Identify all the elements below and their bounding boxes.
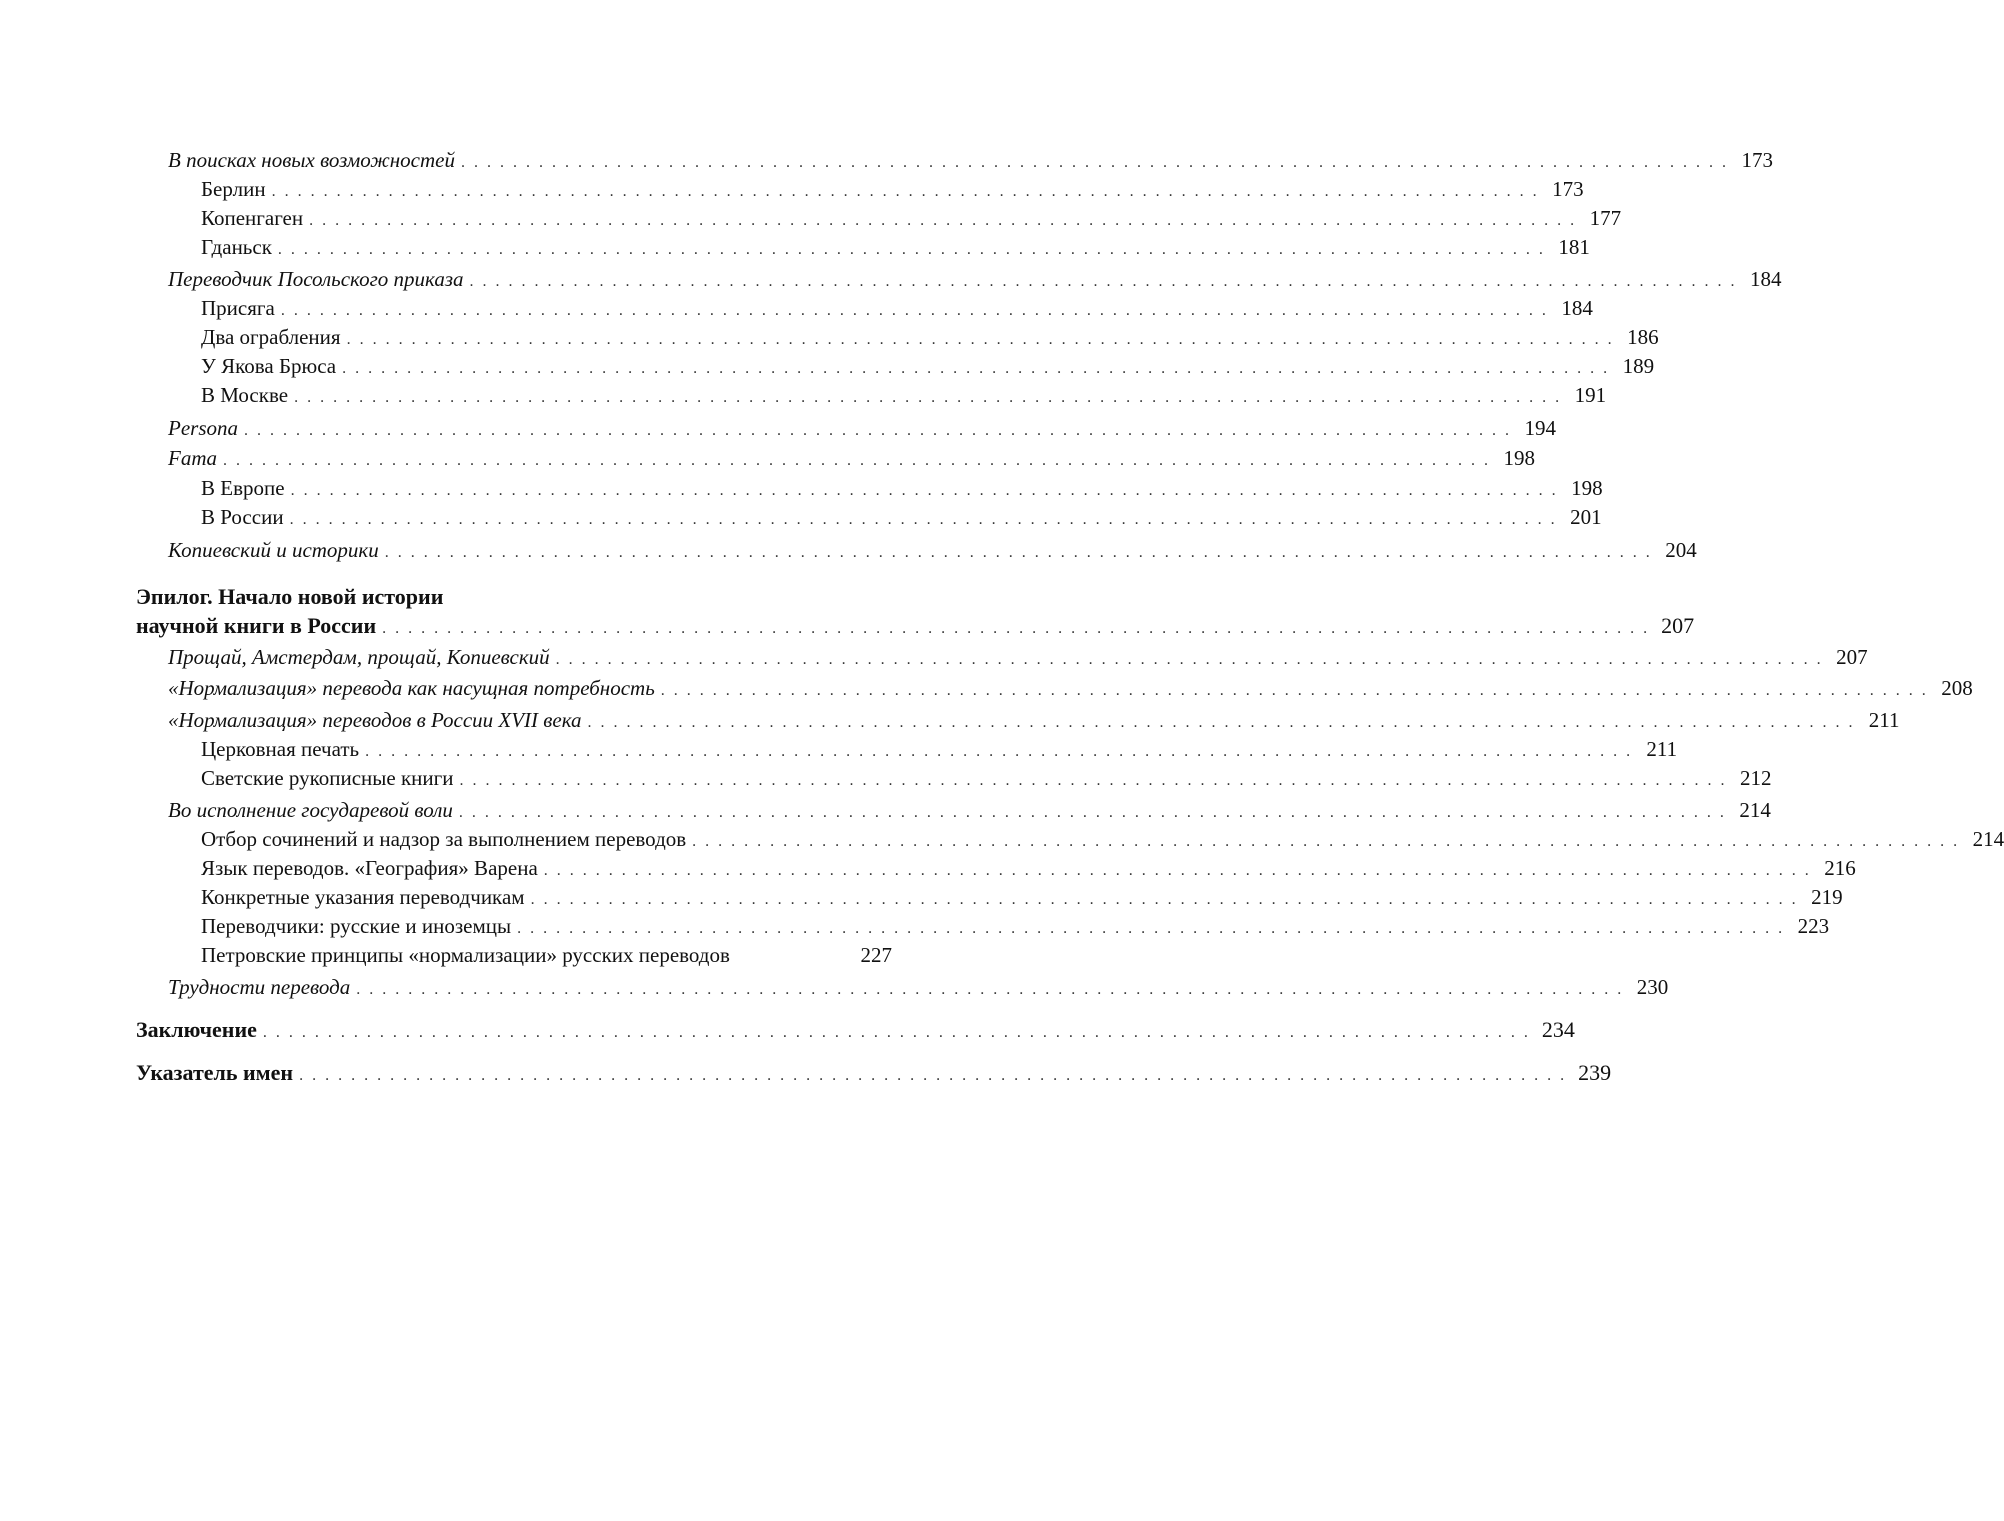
toc-page-number: 230 bbox=[1636, 975, 1669, 999]
toc-page-number: 219 bbox=[1811, 885, 1843, 909]
toc-entry-label: Persona bbox=[168, 416, 238, 440]
toc-entry[interactable] bbox=[201, 914, 1830, 941]
toc-page-number: 207 bbox=[1836, 645, 1868, 669]
toc-entry[interactable] bbox=[201, 235, 1590, 262]
toc-page-number: 184 bbox=[1561, 296, 1593, 320]
dot-leader: .................................................................................................. bbox=[299, 1067, 1574, 1084]
toc-entry-label: Копенгаген bbox=[201, 206, 304, 230]
dot-leader: .................................................................................................. bbox=[469, 273, 1744, 290]
toc-page-number: 208 bbox=[1941, 676, 1973, 700]
dot-leader: .................................................................................................. bbox=[692, 833, 1967, 850]
dot-leader: .................................................................................................. bbox=[587, 714, 1862, 731]
dot-leader: .................................................................................................. bbox=[262, 1024, 1537, 1041]
toc-entry-label: В Москве bbox=[201, 383, 289, 407]
toc-page-number: 189 bbox=[1622, 354, 1655, 378]
toc-chapter-entry[interactable] bbox=[136, 1060, 1612, 1088]
toc-page-number: 186 bbox=[1627, 325, 1659, 349]
toc-entry-label: Трудности перевода bbox=[168, 975, 351, 999]
toc-entry-label: Переводчик Посольского приказа bbox=[168, 267, 464, 291]
toc-entry[interactable] bbox=[168, 267, 1782, 294]
toc-page-number: 201 bbox=[1570, 505, 1602, 529]
dot-leader: .................................................................................................. bbox=[384, 544, 1659, 561]
toc-entry[interactable] bbox=[201, 296, 1593, 323]
toc-entry-label: Указатель имен bbox=[136, 1060, 294, 1085]
toc-entry-label: Во исполнение государевой воли bbox=[168, 798, 453, 822]
toc-chapter-entry[interactable] bbox=[136, 613, 1695, 641]
dot-leader: .................................................................................................. bbox=[543, 862, 1818, 879]
dot-leader: .................................................................................................. bbox=[365, 743, 1640, 760]
toc-page-number: 212 bbox=[1740, 766, 1772, 790]
toc-entry-label: Заключение bbox=[136, 1017, 257, 1042]
toc-entry-label: Язык переводов. «География» Варена bbox=[201, 856, 538, 880]
toc-page-number: 214 bbox=[1972, 827, 2004, 851]
toc-entry-label: В России bbox=[201, 505, 284, 529]
dot-leader: .................................................................................................. bbox=[289, 511, 1564, 528]
dot-leader: .................................................................................................. bbox=[294, 389, 1569, 406]
toc-page-number: 198 bbox=[1571, 476, 1603, 500]
toc-entry-label: Церковная печать bbox=[201, 737, 360, 761]
toc-entry[interactable] bbox=[168, 645, 1868, 672]
dot-leader: .................................................................................................. bbox=[342, 360, 1617, 377]
toc-page-number: 216 bbox=[1824, 856, 1856, 880]
dot-leader: .................................................................................................. bbox=[346, 331, 1621, 348]
toc-entry[interactable] bbox=[201, 325, 1659, 352]
toc-entry-label: Переводчики: русские и иноземцы bbox=[201, 914, 512, 938]
toc-entry[interactable] bbox=[168, 798, 1771, 825]
toc-page-number: 181 bbox=[1558, 235, 1590, 259]
dot-leader: .................................................................................................. bbox=[382, 620, 1657, 637]
toc-entry[interactable] bbox=[201, 505, 1602, 532]
toc-page-number: 211 bbox=[1868, 708, 1900, 732]
toc-entry[interactable] bbox=[201, 354, 1655, 381]
toc-entry[interactable] bbox=[168, 538, 1697, 565]
dot-leader: .................................................................................................. bbox=[660, 682, 1935, 699]
toc-entry-label: «Нормализация» переводов в России XVII века bbox=[168, 708, 582, 732]
toc-entry-label: Прощай, Амстердам, прощай, Копиевский bbox=[168, 645, 550, 669]
toc-entry-label: Отбор сочинений и надзор за выполнением переводов bbox=[201, 827, 687, 851]
toc-page-number: 191 bbox=[1574, 383, 1607, 407]
dot-leader: .................................................................................................. bbox=[460, 154, 1735, 171]
toc-page-number: 194 bbox=[1524, 416, 1556, 440]
toc-entry-label: Копиевский и историки bbox=[168, 538, 379, 562]
toc-entry[interactable] bbox=[201, 206, 1622, 233]
dot-leader: .................................................................................................. bbox=[271, 183, 1546, 200]
dot-leader: .................................................................................................. bbox=[280, 302, 1555, 319]
toc-page-number: 223 bbox=[1797, 914, 1830, 938]
toc-entry-label: У Якова Брюса bbox=[201, 354, 337, 378]
toc-entry[interactable] bbox=[201, 856, 1856, 883]
toc-page-number: 173 bbox=[1741, 148, 1773, 172]
toc-page-number: 239 bbox=[1578, 1060, 1612, 1085]
toc-entry-label: Берлин bbox=[201, 177, 266, 201]
dot-leader: .................................................................................................. bbox=[555, 651, 1830, 668]
toc-page-number: 198 bbox=[1503, 446, 1535, 470]
dot-leader: .................................................................................................. bbox=[290, 482, 1565, 499]
dot-leader: .................................................................................................. bbox=[459, 772, 1734, 789]
toc-entry[interactable] bbox=[201, 737, 1678, 764]
toc-page-number: 177 bbox=[1589, 206, 1622, 230]
dot-leader: .................................................................................................. bbox=[223, 452, 1497, 469]
toc-entry[interactable] bbox=[168, 416, 1556, 443]
toc-entry[interactable] bbox=[201, 827, 2004, 854]
toc-entry[interactable] bbox=[201, 885, 1843, 912]
toc-entry-label: Конкретные указания переводчикам bbox=[201, 885, 525, 909]
dot-leader: .................................................................................................. bbox=[530, 891, 1805, 908]
toc-page-number: 204 bbox=[1665, 538, 1697, 562]
toc-entry[interactable] bbox=[201, 177, 1584, 204]
toc-page-number: 211 bbox=[1646, 737, 1678, 761]
dot-leader: .................................................................................................. bbox=[458, 804, 1733, 821]
toc-page-number: 184 bbox=[1750, 267, 1782, 291]
dot-leader: .................................................................................................. bbox=[244, 422, 1518, 439]
toc-entry-label: научной книги в России bbox=[136, 613, 377, 638]
toc-page-number: 234 bbox=[1541, 1017, 1575, 1042]
toc-entry[interactable] bbox=[168, 975, 1669, 1002]
toc-entry-label: Присяга bbox=[201, 296, 275, 320]
toc-entry-label: Fama bbox=[168, 446, 217, 470]
toc-entry-label: В Европе bbox=[201, 476, 285, 500]
toc-entry[interactable] bbox=[168, 676, 1973, 703]
toc-entry-label: Петровские принципы «нормализации» русских переводов bbox=[201, 943, 730, 967]
toc-chapter-entry[interactable] bbox=[136, 1017, 1575, 1045]
toc-entry[interactable] bbox=[201, 766, 1772, 793]
toc-page-number: 214 bbox=[1739, 798, 1771, 822]
toc-page-number: 227 bbox=[860, 943, 892, 967]
toc-entry[interactable] bbox=[168, 446, 1535, 473]
toc-chapter-heading-line: Эпилог. Начало новой истории bbox=[136, 584, 444, 609]
toc-entry-label: Два ограбления bbox=[201, 325, 341, 349]
toc-entry-label: Гданьск bbox=[201, 235, 272, 259]
toc-entry-label: В поисках новых возможностей bbox=[168, 148, 455, 172]
toc-entry[interactable] bbox=[201, 943, 892, 967]
dot-leader: .................................................................................................. bbox=[517, 920, 1792, 937]
toc-page-number: 173 bbox=[1552, 177, 1584, 201]
toc-entry[interactable] bbox=[168, 148, 1773, 175]
toc-entry[interactable] bbox=[201, 476, 1603, 503]
dot-leader: .................................................................................................. bbox=[356, 981, 1631, 998]
dot-leader: .................................................................................................. bbox=[309, 212, 1584, 229]
dot-leader: .................................................................................................. bbox=[277, 241, 1552, 258]
toc-entry-label: «Нормализация» перевода как насущная потребность bbox=[168, 676, 655, 700]
toc-entry[interactable] bbox=[201, 383, 1607, 410]
toc-entry[interactable] bbox=[168, 708, 1900, 735]
toc-entry-label: Светские рукописные книги bbox=[201, 766, 454, 790]
toc-page-number: 207 bbox=[1661, 613, 1695, 638]
